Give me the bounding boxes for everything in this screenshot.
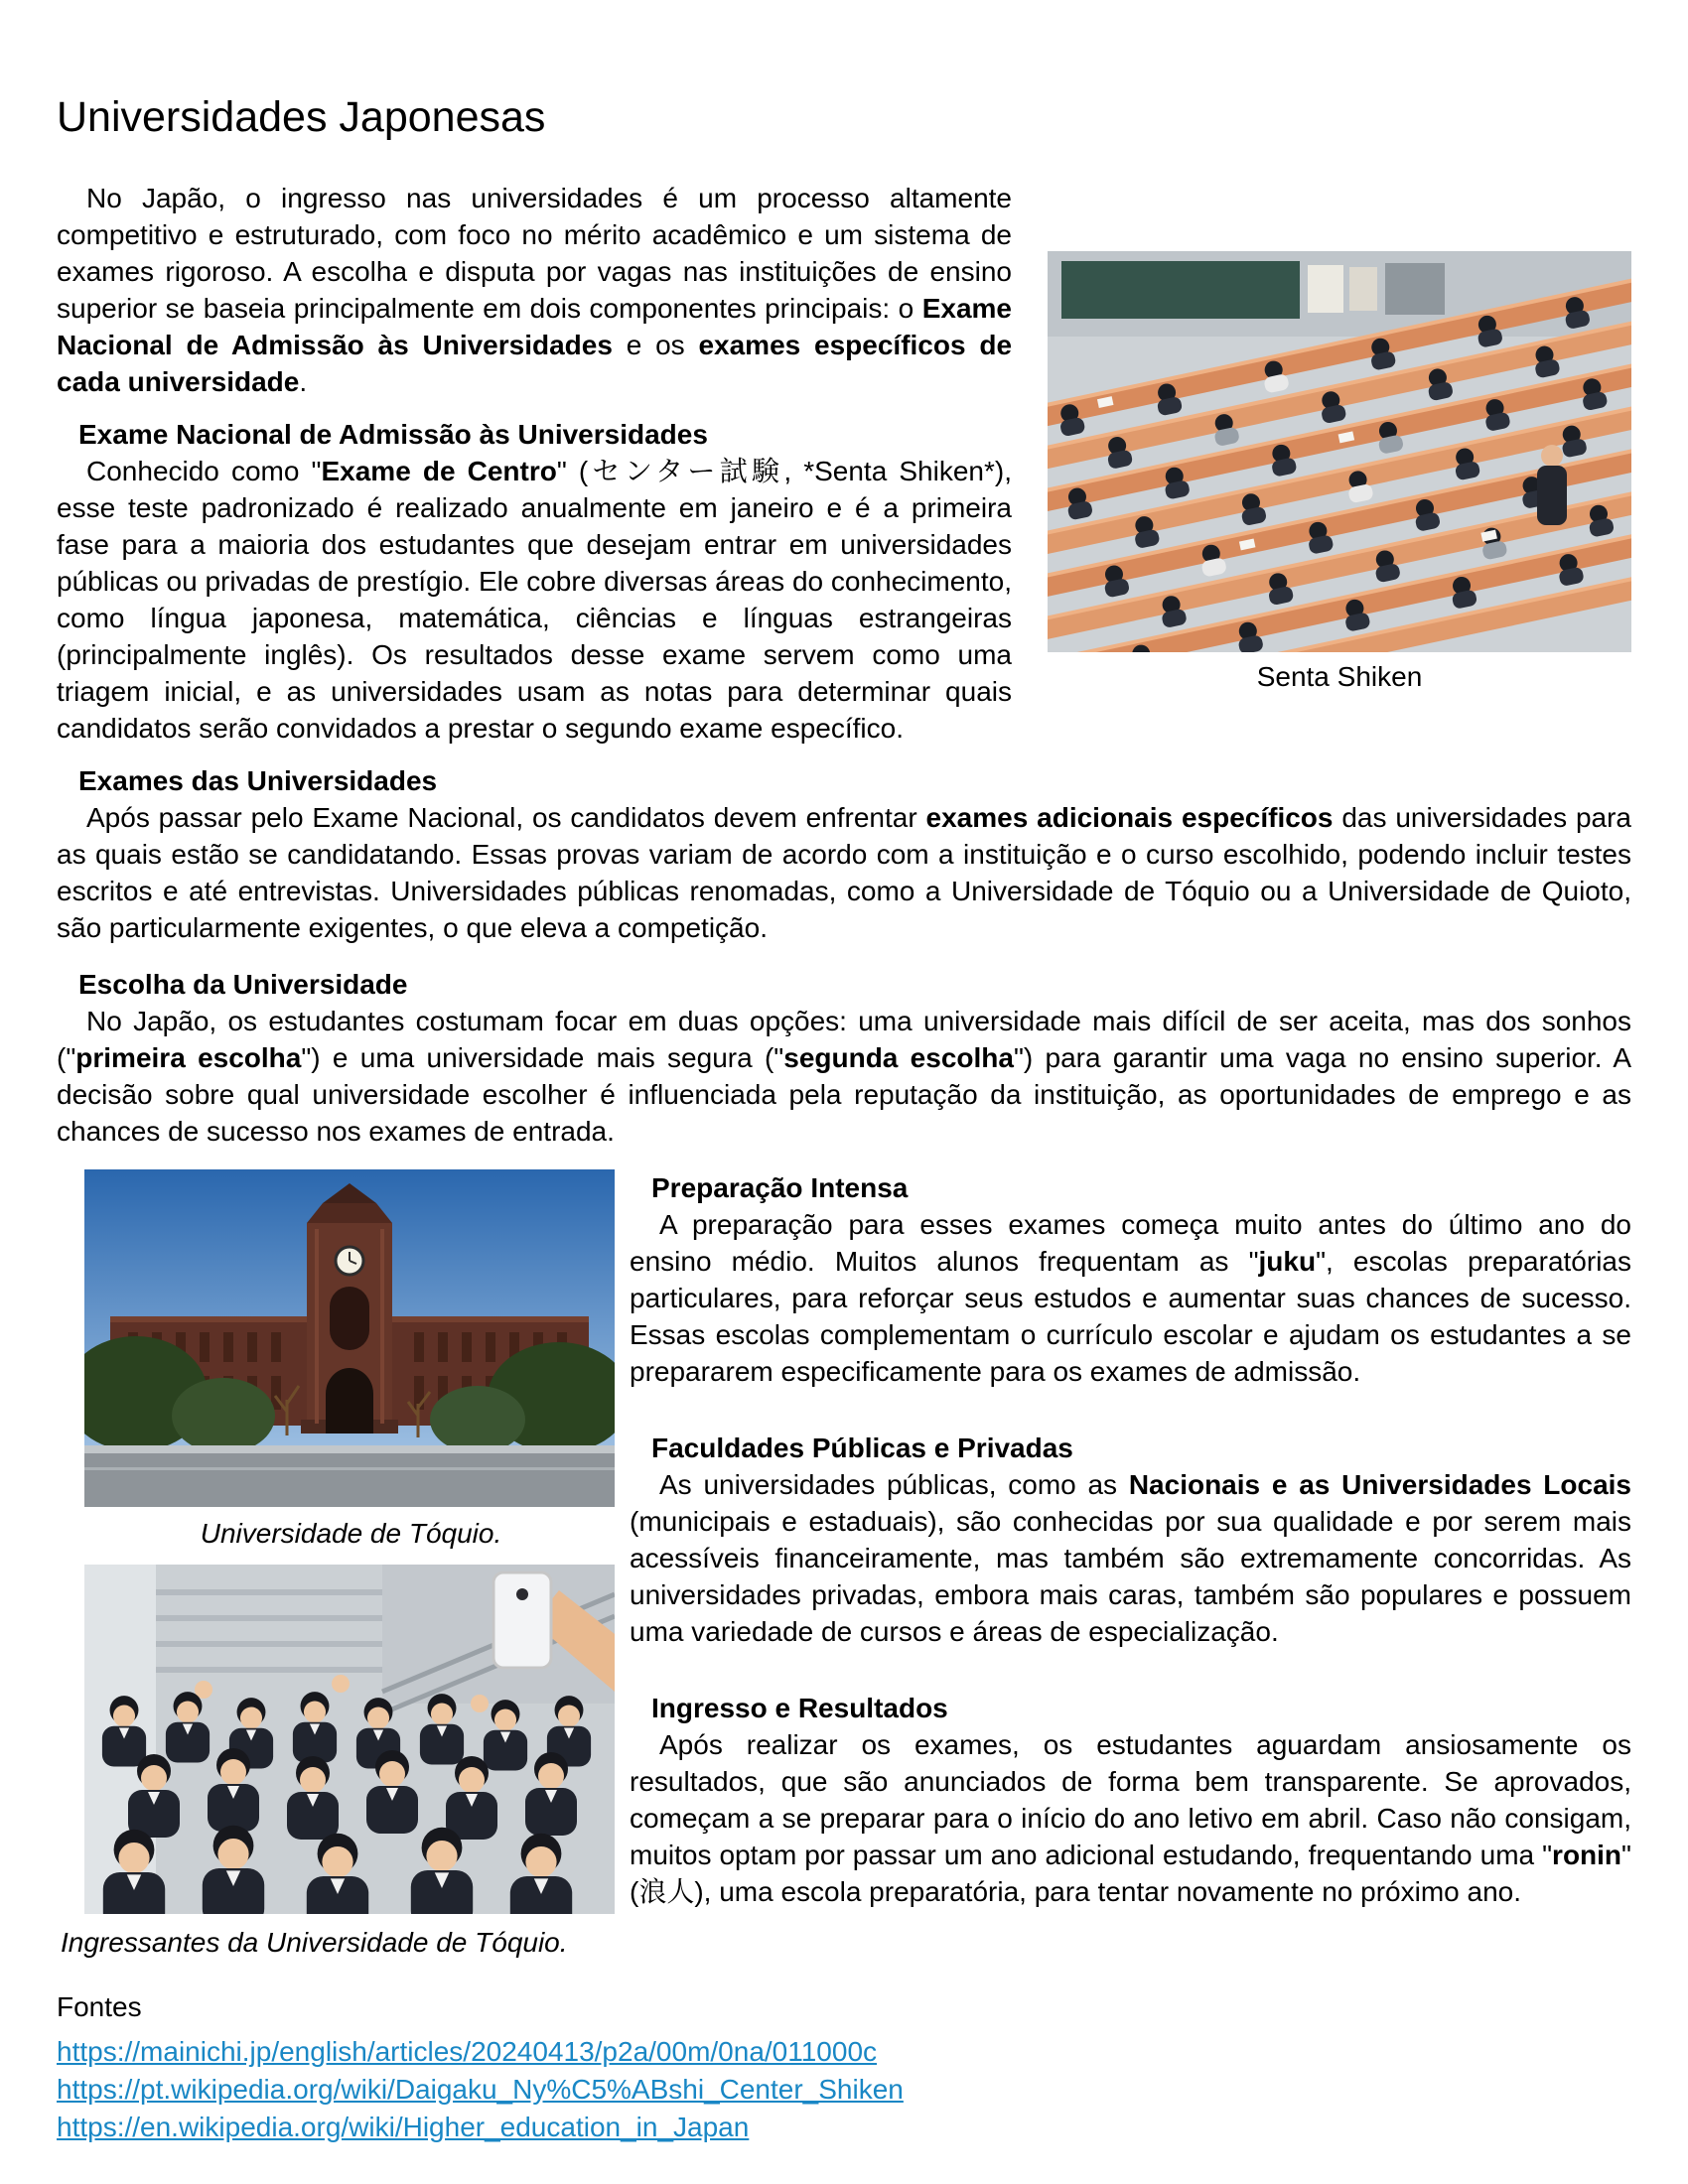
section-body-ingresso: Após realizar os exames, os estudantes aguardam ansiosamente os resultados, que são anunciados de forma bem transparente. Se aprovados, começam a se preparar para o início do ano letivo em abril. Caso não consigam, muitos optam por passar um ano adicional estudando, frequentando uma "ronin" (浪人), uma escola preparatória, para tentar novamente no próximo ano. [630, 1729, 1631, 1907]
section-heading-faculdades: Faculdades Públicas e Privadas [651, 1433, 1073, 1463]
exam-hall-figure [1048, 251, 1631, 694]
source-link-mainichi[interactable]: https://mainichi.jp/english/articles/20240413/p2a/00m/0na/011000c [57, 2036, 878, 2067]
exam-hall-photo [1048, 251, 1631, 652]
section-heading-preparacao: Preparação Intensa [651, 1172, 909, 1203]
two-column-block [57, 1169, 1631, 1960]
page-title: Universidades Japonesas [57, 93, 546, 141]
section-body-escolha: No Japão, os estudantes costumam focar em duas opções: uma universidade mais difícil de ser aceita, mas dos sonhos ("primeira escolha") e uma universidade mais segura ("segunda escolha") para garantir uma vaga no ensino superior. A decisão sobre qual universidade escolher é influenciada pela reputação da instituição, as oportunidades de emprego e as chances de sucesso nos exames de entrada. [57, 1006, 1632, 1147]
section-heading-ingresso: Ingresso e Resultados [651, 1693, 948, 1723]
photos-column [57, 1169, 618, 1960]
students-figure [61, 1565, 618, 1960]
sources-heading: Fontes [57, 1991, 142, 2022]
exam-photo-caption: Senta Shiken [1256, 661, 1423, 692]
sources-block [57, 1987, 1631, 2146]
tokyo-photo-caption: Universidade de Tóquio. [200, 1518, 502, 1549]
section-heading-exame-nacional: Exame Nacional de Admissão às Universidades [78, 419, 708, 450]
section-body-faculdades: As universidades públicas, como as Nacionais e as Universidades Locais (municipais e estaduais), são conhecidas por sua qualidade e por serem mais acessíveis financeiramente, mas também são extremamente concorridas. As universidades privadas, embora mais caras, também são populares e possuem uma variedade de cursos e áreas de especialização. [630, 1469, 1631, 1647]
students-selfie-photo [84, 1565, 615, 1914]
section-body-preparacao: A preparação para esses exames começa muito antes do último ano do ensino médio. Muitos alunos frequentam as "juku", escolas preparatórias particulares, para reforçar seus estudos e aumentar suas chances de sucesso. Essas escolas complementam o currículo escolar e ajudam os estudantes a se prepararem especificamente para os exames de admissão. [630, 1209, 1631, 1387]
intro-paragraph: No Japão, o ingresso nas universidades é um processo altamente competitivo e estruturado, com foco no mérito acadêmico e um sistema de exames rigoroso. A escolha e disputa por vagas nas instituições de ensino superior se baseia principalmente em dois componentes principais: o Exame Nacional de Admissão às Universidades e os exames específicos de cada universidade. [57, 183, 1013, 397]
section-heading-escolha: Escolha da Universidade [78, 969, 408, 1000]
section-body-exames-universidades: Após passar pelo Exame Nacional, os candidatos devem enfrentar exames adicionais específicos das universidades para as quais estão se candidatando. Essas provas variam de acordo com a instituição e o curso escolhido, podendo incluir testes escritos e até entrevistas. Universidades públicas renomadas, como a Universidade de Tóquio ou a Universidade de Quioto, são particularmente exigentes, o que eleva a competição. [57, 802, 1632, 943]
source-link-ptwikipedia[interactable]: https://pt.wikipedia.org/wiki/Daigaku_Ny%C5%ABshi_Center_Shiken [57, 2074, 904, 2105]
source-link-enwikipedia[interactable]: https://en.wikipedia.org/wiki/Higher_education_in_Japan [57, 2112, 750, 2142]
tokyo-university-photo [84, 1169, 615, 1507]
section-escolha-universidade [57, 966, 1631, 1150]
text-column [618, 1169, 1631, 1960]
tokyo-university-figure [84, 1169, 618, 1551]
section-heading-exames-universidades: Exames das Universidades [78, 765, 438, 796]
students-photo-caption: Ingressantes da Universidade de Tóquio. [61, 1927, 568, 1958]
section-body-exame-nacional: Conhecido como "Exame de Centro" (センター試験, *Senta Shiken*), esse teste padronizado é realizado anualmente em janeiro e é a primeira fase para a maioria dos estudantes que desejam entrar em universidades públicas ou privadas de prestígio. Ele cobre diversas áreas do conhecimento, como língua japonesa, matemática, ciências e línguas estrangeiras (principalmente inglês). Os resultados desse exame servem como uma triagem inicial, e as universidades usam as notas para determinar quais candidatos serão convidados a prestar o segundo exame específico. [57, 456, 1012, 744]
section-exames-universidades [57, 762, 1631, 946]
